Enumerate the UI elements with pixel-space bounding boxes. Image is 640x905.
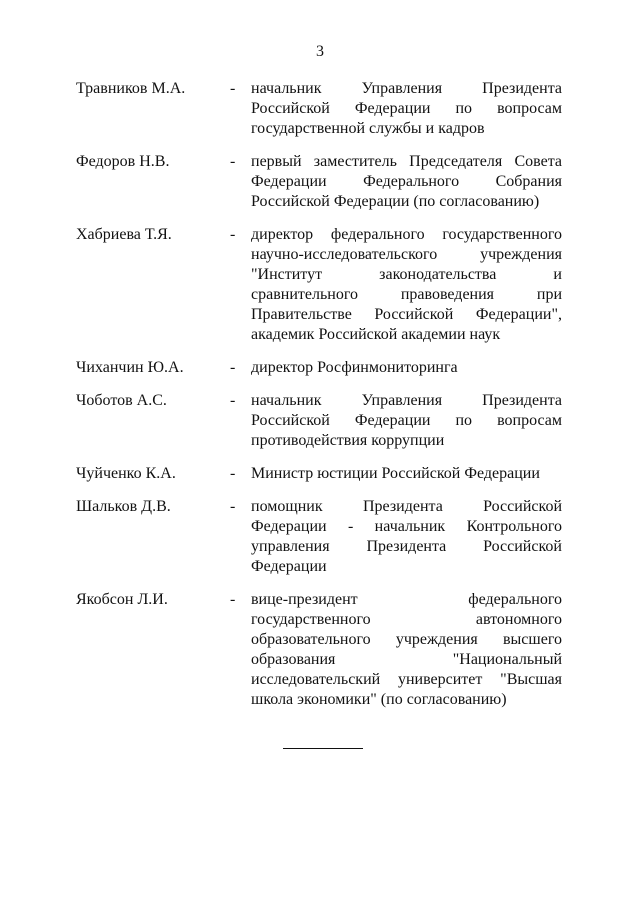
member-description-line: Российской Федерации по вопросам — [251, 100, 562, 117]
member-description-line: Федерации - начальник Контрольного — [251, 518, 562, 535]
member-dash: - — [230, 498, 236, 515]
member-dash: - — [230, 153, 236, 170]
member-description-line: академик Российской академии наук — [251, 326, 501, 343]
member-description-line: исследовательский университет "Высшая — [251, 671, 562, 688]
member-name: Хабриева Т.Я. — [76, 226, 172, 243]
member-description-line: школа экономики" (по согласованию) — [251, 691, 507, 708]
member-description — [251, 152, 562, 212]
member-row — [0, 79, 640, 139]
member-description — [251, 79, 562, 139]
member-row — [0, 225, 640, 345]
member-row — [0, 358, 640, 378]
member-description-line: Российской Федерации (по согласованию) — [251, 193, 540, 210]
member-description — [251, 358, 562, 378]
member-description-line: начальник Управления Президента — [251, 392, 562, 409]
member-description-line: Федерации — [251, 558, 327, 575]
member-description-line: начальник Управления Президента — [251, 80, 562, 97]
member-description-line: государственной службы и кадров — [251, 120, 485, 137]
member-description-line: Правительстве Российской Федерации", — [251, 306, 562, 323]
member-list — [0, 79, 640, 710]
member-row — [0, 590, 640, 710]
member-description-line: образовательного учреждения высшего — [251, 631, 562, 648]
member-dash: - — [230, 465, 236, 482]
member-name: Чоботов А.С. — [76, 392, 167, 409]
member-description-line: государственного автономного — [251, 611, 562, 628]
member-description — [251, 225, 562, 345]
member-description — [251, 497, 562, 577]
page-number: 3 — [316, 43, 324, 60]
member-description-line: "Институт законодательства и — [251, 266, 562, 283]
member-description-line: Министр юстиции Российской Федерации — [251, 465, 540, 482]
member-row — [0, 464, 640, 484]
member-description — [251, 391, 562, 451]
member-description-line: вице-президент федерального — [251, 591, 562, 608]
member-dash: - — [230, 392, 236, 409]
member-description-line: директор Росфинмониторинга — [251, 359, 458, 376]
member-row — [0, 391, 640, 451]
member-name: Федоров Н.В. — [76, 153, 170, 170]
member-name: Шальков Д.В. — [76, 498, 171, 515]
member-dash: - — [230, 80, 236, 97]
member-description-line: сравнительного правоведения при — [251, 286, 562, 303]
end-of-list-rule — [283, 748, 363, 749]
member-dash: - — [230, 359, 236, 376]
member-description-line: первый заместитель Председателя Совета — [251, 153, 562, 170]
member-description-line: помощник Президента Российской — [251, 498, 562, 515]
member-description-line: Российской Федерации по вопросам — [251, 412, 562, 429]
member-dash: - — [230, 226, 236, 243]
member-description-line: управления Президента Российской — [251, 538, 562, 555]
member-name: Травников М.А. — [76, 80, 186, 97]
member-name: Чиханчин Ю.А. — [76, 359, 184, 376]
member-description — [251, 590, 562, 710]
member-dash: - — [230, 591, 236, 608]
member-description — [251, 464, 562, 484]
member-description-line: научно-исследовательского учреждения — [251, 246, 562, 263]
member-row — [0, 152, 640, 212]
member-description-line: Федерации Федерального Собрания — [251, 173, 562, 190]
member-name: Чуйченко К.А. — [76, 465, 176, 482]
member-description-line: образования "Национальный — [251, 651, 562, 668]
member-name: Якобсон Л.И. — [76, 591, 168, 608]
member-row — [0, 497, 640, 577]
member-description-line: противодействия коррупции — [251, 432, 445, 449]
member-description-line: директор федерального государственного — [251, 226, 562, 243]
